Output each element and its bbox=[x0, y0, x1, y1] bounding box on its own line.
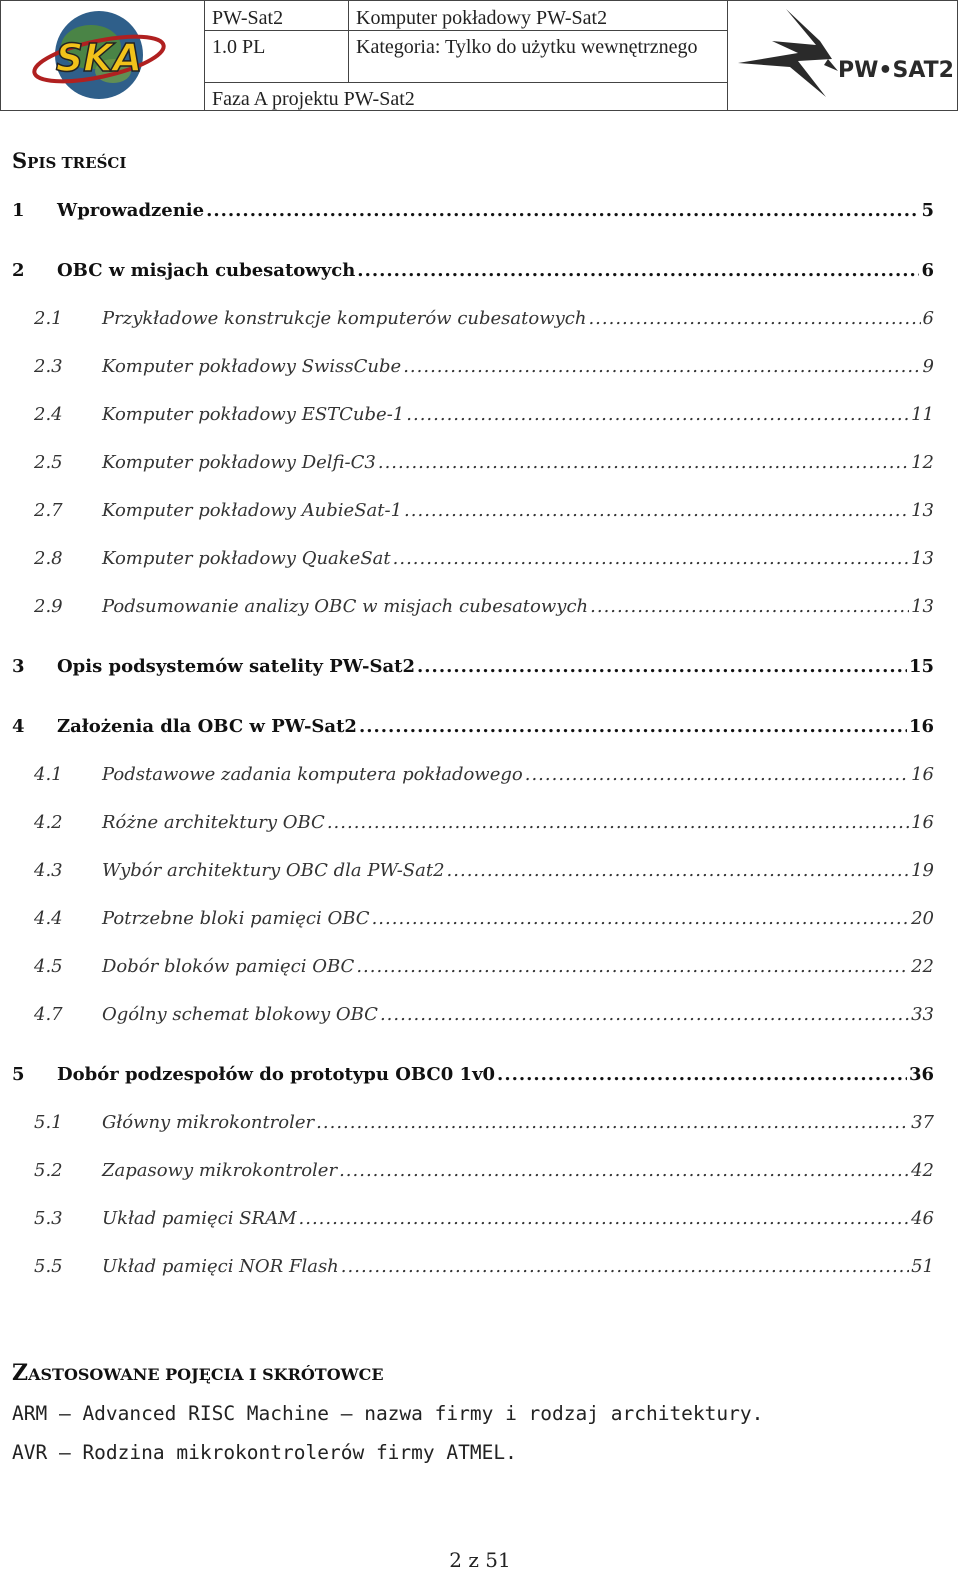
abbreviation-item: ARM – Advanced RISC Machine – nazwa firmy i rodzaj architektury. bbox=[12, 1402, 764, 1425]
toc-entry-page: 9 bbox=[922, 356, 934, 377]
toc-entry-title: Ogólny schemat blokowy OBC bbox=[102, 1004, 378, 1025]
toc-entry-title: Założenia dla OBC w PW-Sat2 bbox=[57, 716, 357, 737]
toc-entry-page: 6 bbox=[922, 308, 934, 329]
toc-entry-title: Układ pamięci NOR Flash bbox=[102, 1256, 339, 1277]
document-header bbox=[0, 0, 958, 111]
toc-entry[interactable]: 4.4 Potrzebne bloki pamięci OBC ..... 20 bbox=[0, 908, 946, 936]
toc-entry[interactable]: 4.7 Ogólny schemat blokowy OBC ..... 33 bbox=[0, 1004, 946, 1032]
toc-entry-title: Komputer pokładowy AubieSat-1 bbox=[102, 500, 403, 521]
toc-entry-page: 42 bbox=[911, 1160, 934, 1181]
toc-entry[interactable]: 4.1 Podstawowe zadania komputera pokładowego ..... 16 bbox=[0, 764, 946, 792]
toc-entry-page: 12 bbox=[911, 452, 934, 473]
toc-entry-title: Wybór architektury OBC dla PW-Sat2 bbox=[102, 860, 445, 881]
toc-entry-title: Komputer pokładowy QuakeSat bbox=[102, 548, 391, 569]
abbreviations-heading: ZASTOSOWANE POJĘCIA I SKRÓTOWCE bbox=[12, 1360, 384, 1386]
toc-entry[interactable]: 5.5 Układ pamięci NOR Flash ..... 51 bbox=[0, 1256, 946, 1284]
toc-entry-title: Wprowadzenie bbox=[57, 200, 205, 221]
toc-entry-title: Potrzebne bloki pamięci OBC bbox=[102, 908, 370, 929]
toc-entry[interactable]: 2.4 Komputer pokładowy ESTCube-1 ..... 11 bbox=[0, 404, 946, 432]
toc-entry-title: Różne architektury OBC bbox=[102, 812, 325, 833]
toc-entry-page: 20 bbox=[911, 908, 934, 929]
toc-entry-page: 37 bbox=[911, 1112, 934, 1133]
toc-entry-title: Przykładowe konstrukcje komputerów cubesatowych bbox=[102, 308, 587, 329]
toc-entry-title: Podstawowe zadania komputera pokładowego bbox=[102, 764, 523, 785]
pwsat2-logo-image bbox=[728, 1, 958, 110]
toc-entry[interactable]: 5 Dobór podzespołów do prototypu OBC0 1v0 ..... 36 bbox=[0, 1064, 946, 1092]
toc-entry-title: Podsumowanie analizy OBC w misjach cubesatowych bbox=[102, 596, 589, 617]
abbreviation-item: AVR – Rodzina mikrokontrolerów firmy ATMEL. bbox=[12, 1441, 517, 1464]
category-label: Kategoria: Tylko do użytku wewnętrznego bbox=[356, 36, 698, 58]
toc-entry[interactable]: 2.7 Komputer pokładowy AubieSat-1 ..... 13 bbox=[0, 500, 946, 528]
toc-entry-page: 19 bbox=[911, 860, 934, 881]
toc-entry[interactable]: 1 Wprowadzenie ..... 5 bbox=[0, 200, 946, 228]
pwsat2-logo bbox=[727, 1, 958, 110]
toc-entry[interactable]: 2.3 Komputer pokładowy SwissCube ..... 9 bbox=[0, 356, 946, 384]
toc-entry-page: 13 bbox=[911, 596, 934, 617]
toc-entry-title: Układ pamięci SRAM bbox=[102, 1208, 297, 1229]
toc-entry-page: 46 bbox=[911, 1208, 934, 1229]
toc-entry-title: Komputer pokładowy ESTCube-1 bbox=[102, 404, 405, 425]
version-label: 1.0 PL bbox=[212, 36, 266, 58]
toc-entry-page: 36 bbox=[908, 1064, 934, 1085]
toc-entry-title: Komputer pokładowy Delfi-C3 bbox=[102, 452, 376, 473]
toc-entry[interactable]: 5.2 Zapasowy mikrokontroler ..... 42 bbox=[0, 1160, 946, 1188]
toc-entry-page: 16 bbox=[908, 716, 934, 737]
toc-entry[interactable]: 2 OBC w misjach cubesatowych ..... 6 bbox=[0, 260, 946, 288]
svg-text:SKA: SKA bbox=[55, 36, 143, 80]
toc-entry[interactable]: 5.3 Układ pamięci SRAM ..... 46 bbox=[0, 1208, 946, 1236]
toc-entry[interactable]: 4 Założenia dla OBC w PW-Sat2 ..... 16 bbox=[0, 716, 946, 744]
toc-entry-title: Główny mikrokontroler bbox=[102, 1112, 315, 1133]
ska-logo bbox=[1, 1, 205, 110]
toc-entry-page: 22 bbox=[911, 956, 934, 977]
toc-entry-page: 5 bbox=[921, 200, 934, 221]
toc-entry-page: 6 bbox=[921, 260, 934, 281]
phase-label: Faza A projektu PW-Sat2 bbox=[212, 88, 415, 110]
toc-entry-title: Zapasowy mikrokontroler bbox=[102, 1160, 338, 1181]
toc-entry-page: 13 bbox=[911, 500, 934, 521]
toc-entry-page: 11 bbox=[911, 404, 934, 425]
page-number: 2 z 51 bbox=[449, 1548, 511, 1572]
toc-entry-title: Opis podsystemów satelity PW-Sat2 bbox=[57, 656, 416, 677]
toc-entry-title: OBC w misjach cubesatowych bbox=[57, 260, 356, 281]
toc-entry-title: Dobór podzespołów do prototypu OBC0 1v0 bbox=[57, 1064, 496, 1085]
toc-heading: SPIS TREŚCI bbox=[12, 148, 127, 173]
toc-entry-page: 15 bbox=[908, 656, 934, 677]
document-title: Komputer pokładowy PW-Sat2 bbox=[356, 7, 608, 29]
toc-entry[interactable]: 3 Opis podsystemów satelity PW-Sat2 ..... 15 bbox=[0, 656, 946, 684]
toc-entry[interactable]: 2.9 Podsumowanie analizy OBC w misjach cubesatowych ..... 13 bbox=[0, 596, 946, 624]
toc-entry-page: 13 bbox=[911, 548, 934, 569]
project-name: PW-Sat2 bbox=[212, 7, 284, 29]
toc-entry[interactable]: 2.1 Przykładowe konstrukcje komputerów cubesatowych ..... 6 bbox=[0, 308, 946, 336]
toc-entry-page: 16 bbox=[911, 812, 934, 833]
toc-entry-title: Dobór bloków pamięci OBC bbox=[102, 956, 355, 977]
svg-text:PW•SAT2: PW•SAT2 bbox=[838, 58, 954, 83]
toc-entry-page: 51 bbox=[911, 1256, 934, 1277]
toc-entry-title: Komputer pokładowy SwissCube bbox=[102, 356, 402, 377]
toc-entry[interactable]: 4.5 Dobór bloków pamięci OBC ..... 22 bbox=[0, 956, 946, 984]
toc-entry[interactable]: 2.8 Komputer pokładowy QuakeSat ..... 13 bbox=[0, 548, 946, 576]
toc-entry[interactable]: 5.1 Główny mikrokontroler ..... 37 bbox=[0, 1112, 946, 1140]
ska-logo-image bbox=[1, 1, 204, 110]
toc-entry[interactable]: 4.3 Wybór architektury OBC dla PW-Sat2 ..... 19 bbox=[0, 860, 946, 888]
toc-entry-page: 16 bbox=[911, 764, 934, 785]
toc-entry[interactable]: 4.2 Różne architektury OBC ..... 16 bbox=[0, 812, 946, 840]
toc-entry-page: 33 bbox=[911, 1004, 934, 1025]
toc-entry[interactable]: 2.5 Komputer pokładowy Delfi-C3 ..... 12 bbox=[0, 452, 946, 480]
